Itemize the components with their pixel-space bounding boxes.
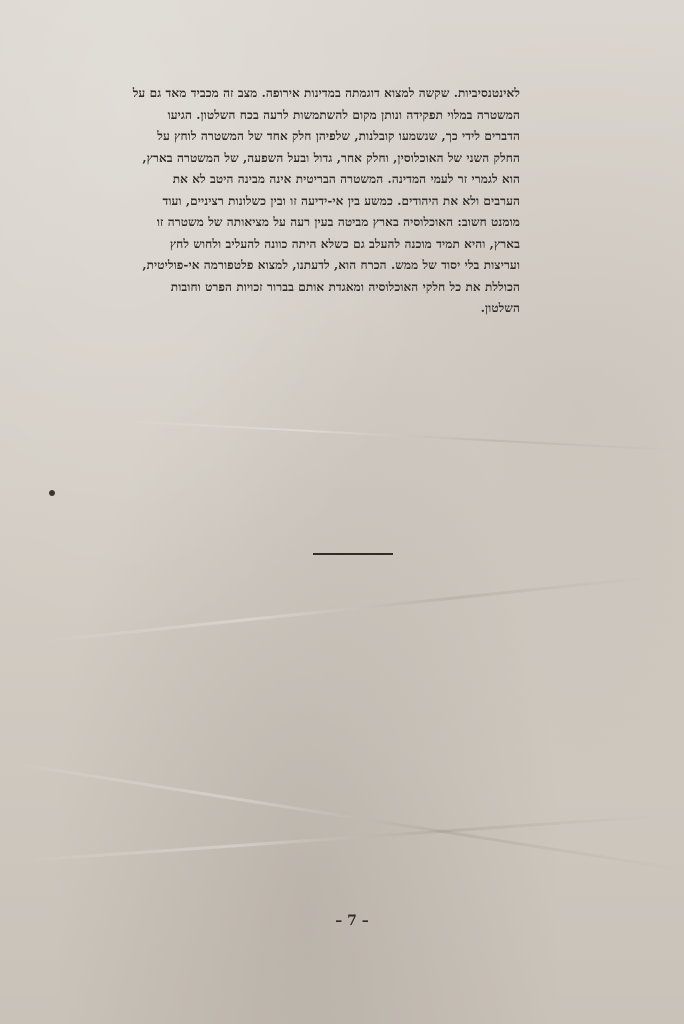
page-number: – 7 –: [335, 913, 369, 929]
text-line: השלטון.: [480, 301, 520, 315]
text-line: הדברים לידי כך, שנשמעו קובלנות, שלפיהן חלק אחד של המשטרה לוחץ על: [157, 129, 520, 143]
text-line: ועריצות בלי יסוד של ממש. הכרח הוא, לדעתנו, למצוא פלטפורמה אי-פוליטית,: [142, 258, 520, 272]
text-line: מומנט חשוב: האוכלוסיה בארץ מביטה בעין רעה על מציאותה של משטרה זו: [156, 215, 520, 229]
text-line: הוא לגמרי זר לעמי המדינה. המשטרה הבריטית אינה מבינה היטב לא את: [172, 172, 520, 186]
paper-crease: [10, 814, 669, 863]
text-line: לאינטנסיביות. שקשה למצוא דוגמתה במדינות אירופה. מצב זה מכביד מאד גם על: [132, 86, 520, 100]
paper-crease: [40, 575, 657, 643]
text-line: המשטרה במלוי תפקידה ונותן מקום להשתמשות לרעה בכח השלטון. הגיעו: [167, 107, 520, 122]
text-line: בארץ, והיא תמיד מוכנה להעלב גם כשלא היתה כוונה להעליב ולחוש לחץ: [169, 236, 520, 251]
body-paragraph: [108, 83, 520, 320]
text-line: החלק השני של האוכלוסין, וחלק אחר, גדול ובעל השפעה, של המשטרה בארץ,: [142, 150, 520, 165]
paper-crease: [0, 760, 682, 871]
section-divider: [313, 553, 393, 555]
text-line: הערבים ולא את היהודים. כמשע בין אי-ידיעה זו ובין כשלונות רציניים, ועוד: [162, 193, 520, 208]
text-line: הכוללת את כל חלקי האוכלוסיה ומאגדת אותם בברור זכויות הפרט וחובות: [170, 279, 520, 294]
paper-crease: [120, 420, 679, 451]
ink-spot: [49, 490, 55, 496]
